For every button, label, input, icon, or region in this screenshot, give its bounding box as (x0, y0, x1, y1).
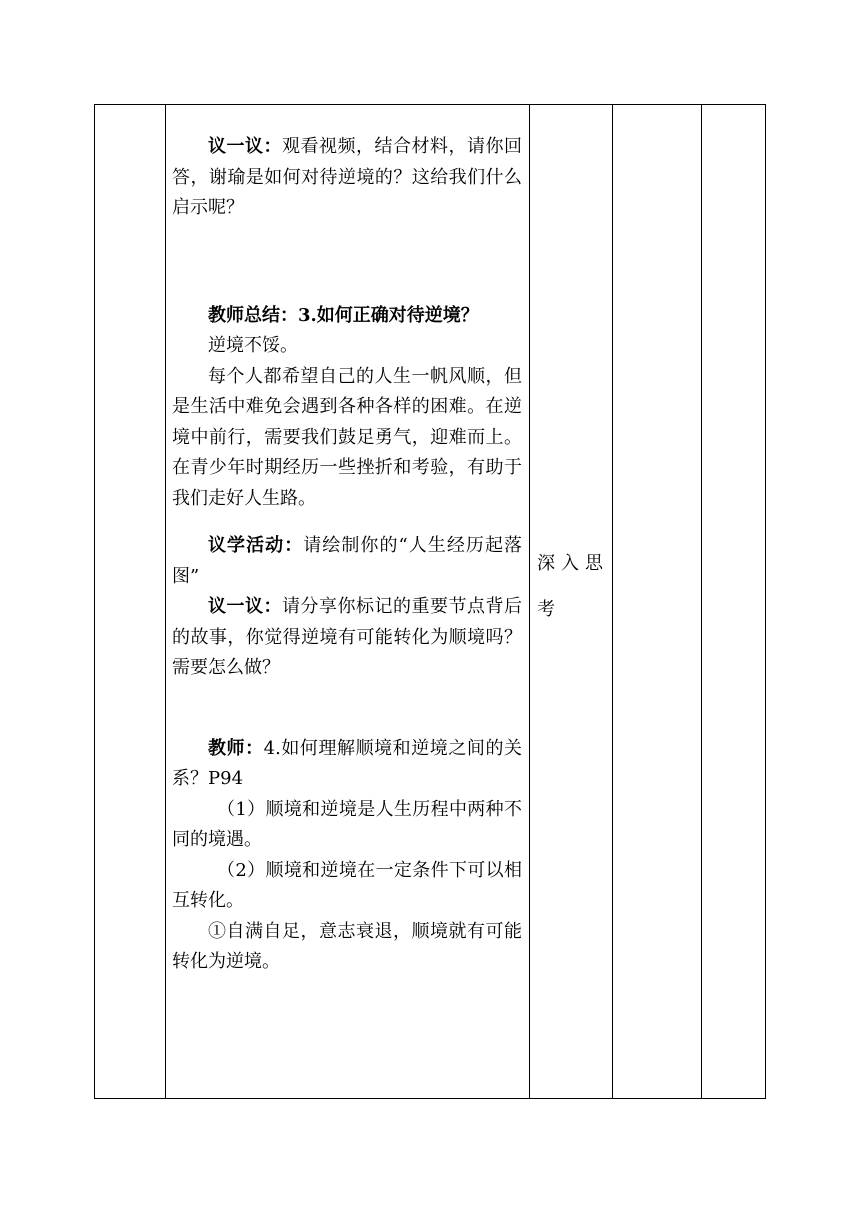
discussion-paragraph-1 (172, 132, 522, 224)
stage-label-line: 深入思 (537, 553, 609, 574)
teacher-question-paragraph (172, 734, 522, 795)
point-2: （2）顺境和逆境在一定条件下可以相互转化。 (172, 859, 522, 911)
teacher-summary-heading: 教师总结：3.如何正确对待逆境？ (208, 304, 479, 326)
column-divider (701, 105, 702, 1098)
discussion-label: 议一议： (208, 136, 282, 157)
teaching-content-cell (172, 132, 522, 978)
column-divider (529, 105, 530, 1098)
stage-label-cell (537, 541, 615, 633)
teacher-question: 4.如何理解顺境和逆境之间的关系？P94 (172, 737, 522, 789)
learning-activity-paragraph (172, 531, 522, 592)
discussion-paragraph-2 (172, 592, 522, 684)
activity-text: 请绘制你的“人生经历起落图” (172, 535, 522, 587)
summary-paragraph: 每个人都希望自己的人生一帆风顺，但是生活中难免会遇到各种各样的困难。在逆境中前行，需要我们鼓足勇气，迎难而上。在青少年时期经历一些挫折和考验，有助于我们走好人生路。 (172, 365, 522, 509)
discussion-label: 议一议： (208, 596, 282, 617)
activity-label: 议学活动： (208, 535, 304, 556)
summary-point: 逆境不馁。 (208, 335, 298, 356)
discussion-text: 请分享你标记的重要节点背后的故事，你觉得逆境有可能转化为顺境吗？需要怎么做？ (172, 596, 522, 678)
discussion-text: 观看视频，结合材料，请你回答，谢瑜是如何对待逆境的？这给我们什么启示呢？ (172, 136, 522, 218)
teacher-label: 教师： (208, 737, 264, 759)
column-divider (165, 105, 166, 1098)
point-2-sub-1: ①自满自足，意志衰退，顺境就有可能转化为逆境。 (172, 920, 522, 972)
stage-label-line: 考 (537, 599, 561, 620)
point-1: （1）顺境和逆境是人生历程中两种不同的境遇。 (172, 798, 522, 850)
